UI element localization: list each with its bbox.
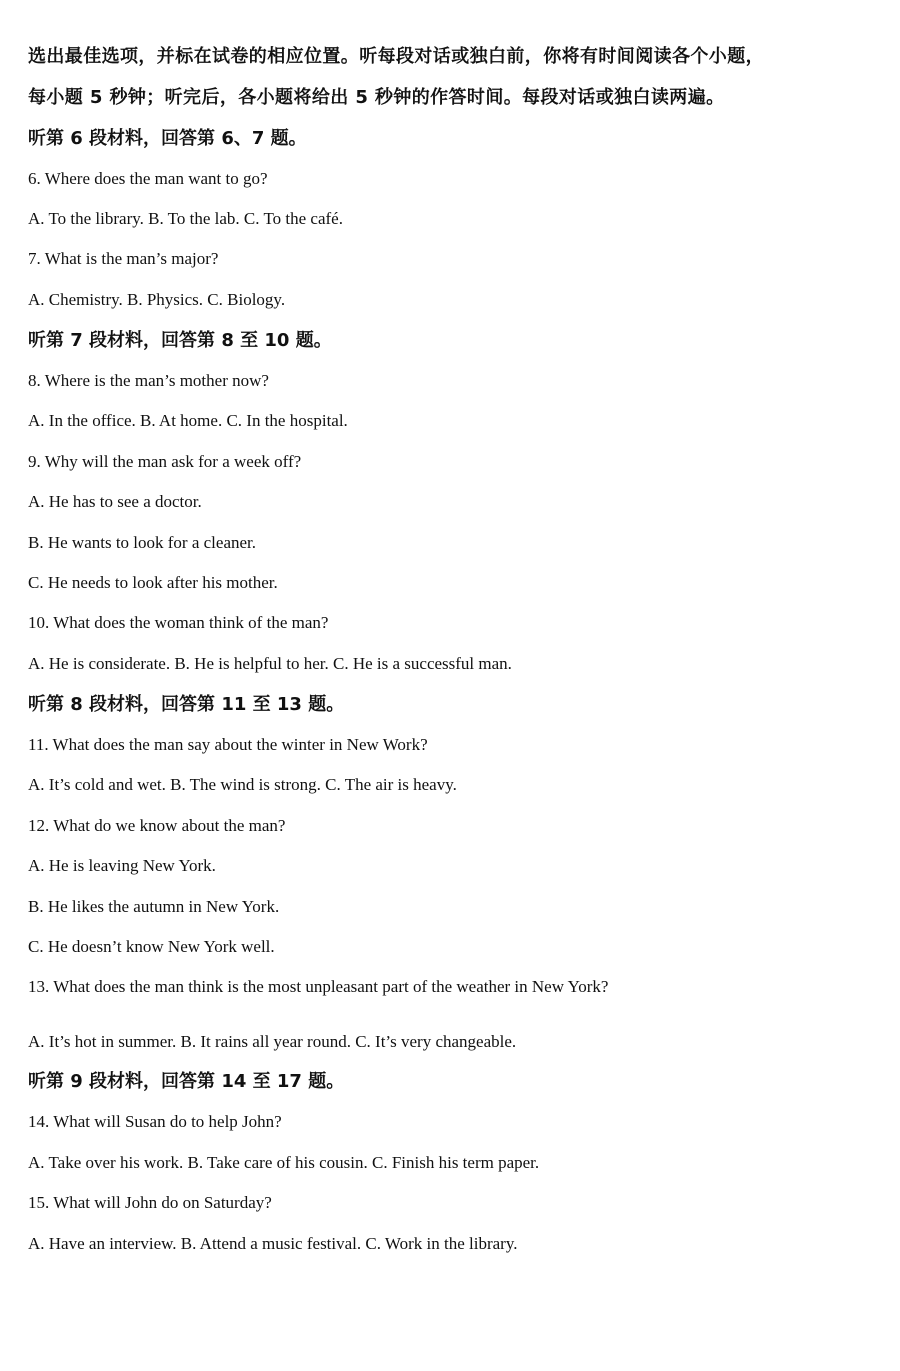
options-7: A. Chemistry. B. Physics. C. Biology.: [28, 290, 286, 309]
instruction-line-1: 选出最佳选项，并标在试卷的相应位置。听每段对话或独白前，你将有时间阅读各个小题，: [28, 46, 764, 67]
option-9b: B. He wants to look for a cleaner.: [28, 533, 257, 552]
options-6: A. To the library. B. To the lab. C. To the café.: [28, 209, 343, 228]
question-8: 8. Where is the man’s mother now?: [28, 371, 269, 390]
section-heading-8: 听第 8 段材料，回答第 11 至 13 题。: [28, 694, 345, 715]
option-9c: C. He needs to look after his mother.: [28, 573, 278, 592]
question-7: 7. What is the man’s major?: [28, 249, 219, 268]
options-13: A. It’s hot in summer. B. It rains all year round. C. It’s very changeable.: [28, 1032, 517, 1051]
question-11: 11. What does the man say about the winter in New Work?: [28, 735, 428, 754]
options-11: A. It’s cold and wet. B. The wind is strong. C. The air is heavy.: [28, 775, 457, 794]
section-heading-7: 听第 7 段材料，回答第 8 至 10 题。: [28, 330, 332, 351]
option-12c: C. He doesn’t know New York well.: [28, 937, 275, 956]
question-12: 12. What do we know about the man?: [28, 816, 286, 835]
section-heading-9: 听第 9 段材料，回答第 14 至 17 题。: [28, 1071, 345, 1092]
question-9: 9. Why will the man ask for a week off?: [28, 452, 302, 471]
options-15: A. Have an interview. B. Attend a music festival. C. Work in the library.: [28, 1234, 518, 1253]
option-9a: A. He has to see a doctor.: [28, 492, 202, 511]
instruction-line-2: 每小题 5 秒钟；听完后，各小题将给出 5 秒钟的作答时间。每段对话或独白读两遍。: [28, 87, 725, 108]
option-12b: B. He likes the autumn in New York.: [28, 897, 280, 916]
question-15: 15. What will John do on Saturday?: [28, 1193, 272, 1212]
options-8: A. In the office. B. At home. C. In the hospital.: [28, 411, 348, 430]
question-13: 13. What does the man think is the most unpleasant part of the weather in New York?: [28, 977, 609, 996]
question-6: 6. Where does the man want to go?: [28, 169, 268, 188]
options-14: A. Take over his work. B. Take care of his cousin. C. Finish his term paper.: [28, 1153, 540, 1172]
options-10: A. He is considerate. B. He is helpful to her. C. He is a successful man.: [28, 654, 512, 673]
section-heading-6: 听第 6 段材料，回答第 6、7 题。: [28, 128, 307, 149]
question-10: 10. What does the woman think of the man?: [28, 613, 329, 632]
question-14: 14. What will Susan do to help John?: [28, 1112, 282, 1131]
option-12a: A. He is leaving New York.: [28, 856, 216, 875]
